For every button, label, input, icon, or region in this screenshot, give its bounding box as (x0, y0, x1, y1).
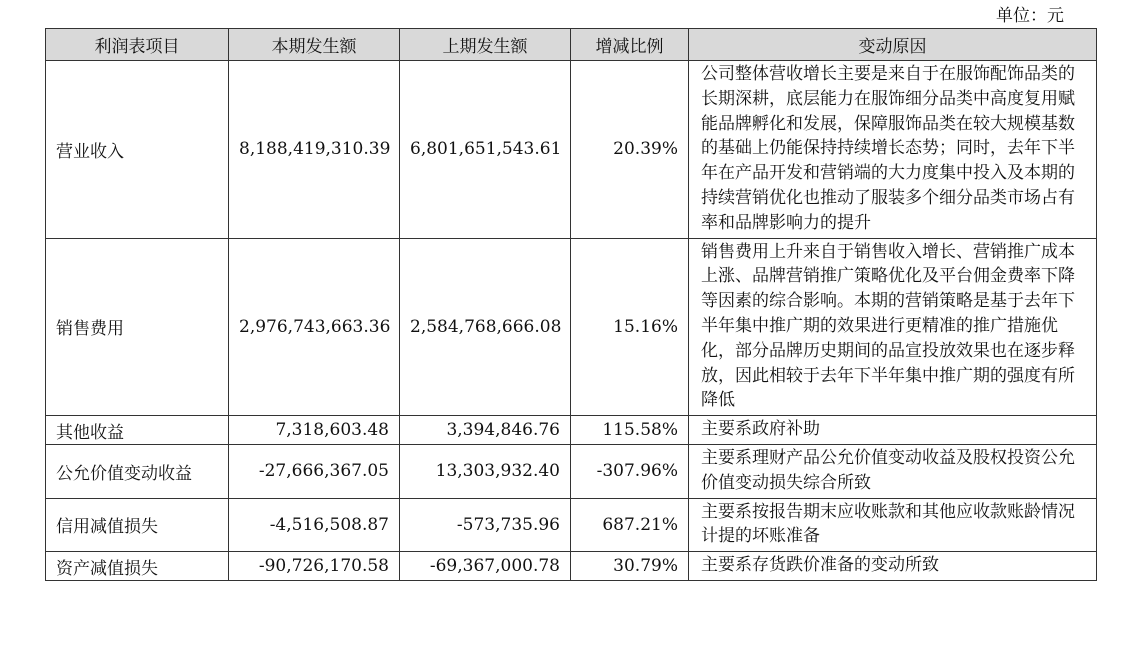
change-ratio: 30.79% (571, 552, 689, 581)
income-statement-table (45, 28, 1097, 581)
previous-amount: 13,303,932.40 (400, 444, 571, 498)
item-name: 营业收入 (46, 61, 229, 239)
unit-label: 单位：元 (996, 6, 1064, 26)
item-name: 其他收益 (46, 416, 229, 445)
header-row (46, 29, 1097, 61)
current-amount: 8,188,419,310.39 (229, 61, 400, 239)
change-reason: 主要系政府补助 (689, 416, 1097, 445)
header-previous-amount: 上期发生额 (400, 29, 571, 61)
table-row (46, 444, 1097, 498)
header-item: 利润表项目 (46, 29, 229, 61)
change-ratio: 687.21% (571, 498, 689, 552)
previous-amount: -573,735.96 (400, 498, 571, 552)
header-change-ratio: 增减比例 (571, 29, 689, 61)
change-ratio: 115.58% (571, 416, 689, 445)
previous-amount: -69,367,000.78 (400, 552, 571, 581)
table-row (46, 61, 1097, 239)
table-row (46, 238, 1097, 416)
change-reason: 主要系按报告期末应收账款和其他应收款账龄情况计提的坏账准备 (689, 498, 1097, 552)
item-name: 销售费用 (46, 238, 229, 416)
current-amount: 7,318,603.48 (229, 416, 400, 445)
change-ratio: -307.96% (571, 444, 689, 498)
previous-amount: 3,394,846.76 (400, 416, 571, 445)
table-row (46, 498, 1097, 552)
table-row (46, 552, 1097, 581)
current-amount: -90,726,170.58 (229, 552, 400, 581)
previous-amount: 2,584,768,666.08 (400, 238, 571, 416)
change-ratio: 15.16% (571, 238, 689, 416)
item-name: 公允价值变动收益 (46, 444, 229, 498)
current-amount: -27,666,367.05 (229, 444, 400, 498)
change-reason: 主要系理财产品公允价值变动收益及股权投资公允价值变动损失综合所致 (689, 444, 1097, 498)
item-name: 资产减值损失 (46, 552, 229, 581)
change-reason: 公司整体营收增长主要是来自于在服饰配饰品类的长期深耕，底层能力在服饰细分品类中高度复用赋能品牌孵化和发展，保障服饰品类在较大规模基数的基础上仍能保持持续增长态势；同时，去年下半年在产品开发和营销端的大力度集中投入及本期的持续营销优化也推动了服装多个细分品类市场占有率和品牌影响力的提升 (689, 61, 1097, 239)
table-row (46, 416, 1097, 445)
current-amount: 2,976,743,663.36 (229, 238, 400, 416)
header-reason: 变动原因 (689, 29, 1097, 61)
change-ratio: 20.39% (571, 61, 689, 239)
change-reason: 主要系存货跌价准备的变动所致 (689, 552, 1097, 581)
header-current-amount: 本期发生额 (229, 29, 400, 61)
previous-amount: 6,801,651,543.61 (400, 61, 571, 239)
change-reason: 销售费用上升来自于销售收入增长、营销推广成本上涨、品牌营销推广策略优化及平台佣金费率下降等因素的综合影响。本期的营销策略是基于去年下半年集中推广期的效果进行更精准的推广措施优化，部分品牌历史期间的品宣投放效果也在逐步释放，因此相较于去年下半年集中推广期的强度有所降低 (689, 238, 1097, 416)
item-name: 信用减值损失 (46, 498, 229, 552)
current-amount: -4,516,508.87 (229, 498, 400, 552)
